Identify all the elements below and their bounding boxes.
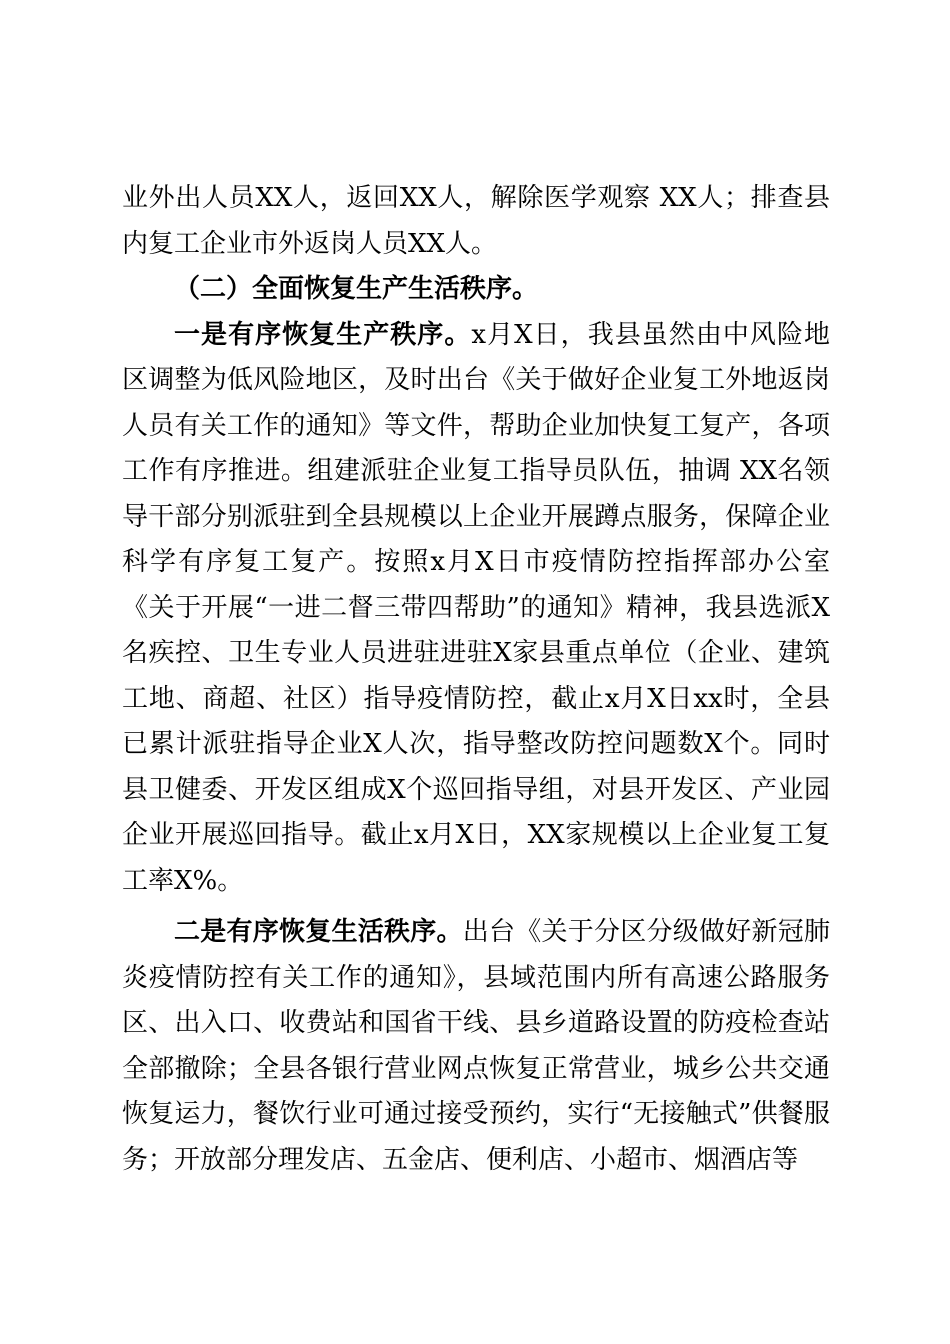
paragraph-text: 出台《关于分区分级做好新冠肺炎疫情防控有关工作的通知》，县域范围内所有高速公路服务区、出入口、收费站和国省干线、县乡道路设置的防疫检查站全部撤除；全县各银行营业网点恢复正常营业，城乡公共交通恢复运力，餐饮行业可通过接受预约，实行“无接触式”供餐服务；开放部分理发店、五金店、便利店、小超市、烟酒店等	[122, 917, 830, 1175]
section-heading: （二）全面恢复生产生活秩序。	[174, 274, 539, 304]
paragraph-lead: 一是有序恢复生产秩序。	[174, 319, 472, 350]
paragraph-continuation: 业外出人员XX人，返回XX人，解除医学观察 XX人；排查县内复工企业市外返岗人员XX人。	[122, 183, 830, 259]
paragraph-production-order	[122, 313, 830, 905]
paragraph-lead: 二是有序恢复生活秩序。	[174, 917, 463, 947]
document-body	[122, 176, 830, 1183]
paragraph-text: x月X日，我县虽然由中风险地区调整为低风险地区，及时出台《关于做好企业复工外地返岗人员有关工作的通知》等文件，帮助企业加快复工复产，各项工作有序推进。组建派驻企业复工指导员队伍，抽调 XX名领导干部分别派驻到全县规模以上企业开展蹲点服务，保障企业科学有序复工复产。按照x月X日市疫情防控指挥部办公室《关于开展“一进二督三带四帮助”的通知》精神，我县选派X名疾控、卫生专业人员进驻进驻X家县重点单位（企业、建筑工地、商超、社区）指导疫情防控，截止x月X日xx时，全县已累计派驻指导企业X人次，指导整改防控问题数X个。同时县卫健委、开发区组成X个巡回指导组，对县开发区、产业园企业开展巡回指导。截止x月X日，XX家规模以上企业复工复工率X%。	[122, 319, 830, 896]
paragraph-life-order	[122, 910, 830, 1183]
